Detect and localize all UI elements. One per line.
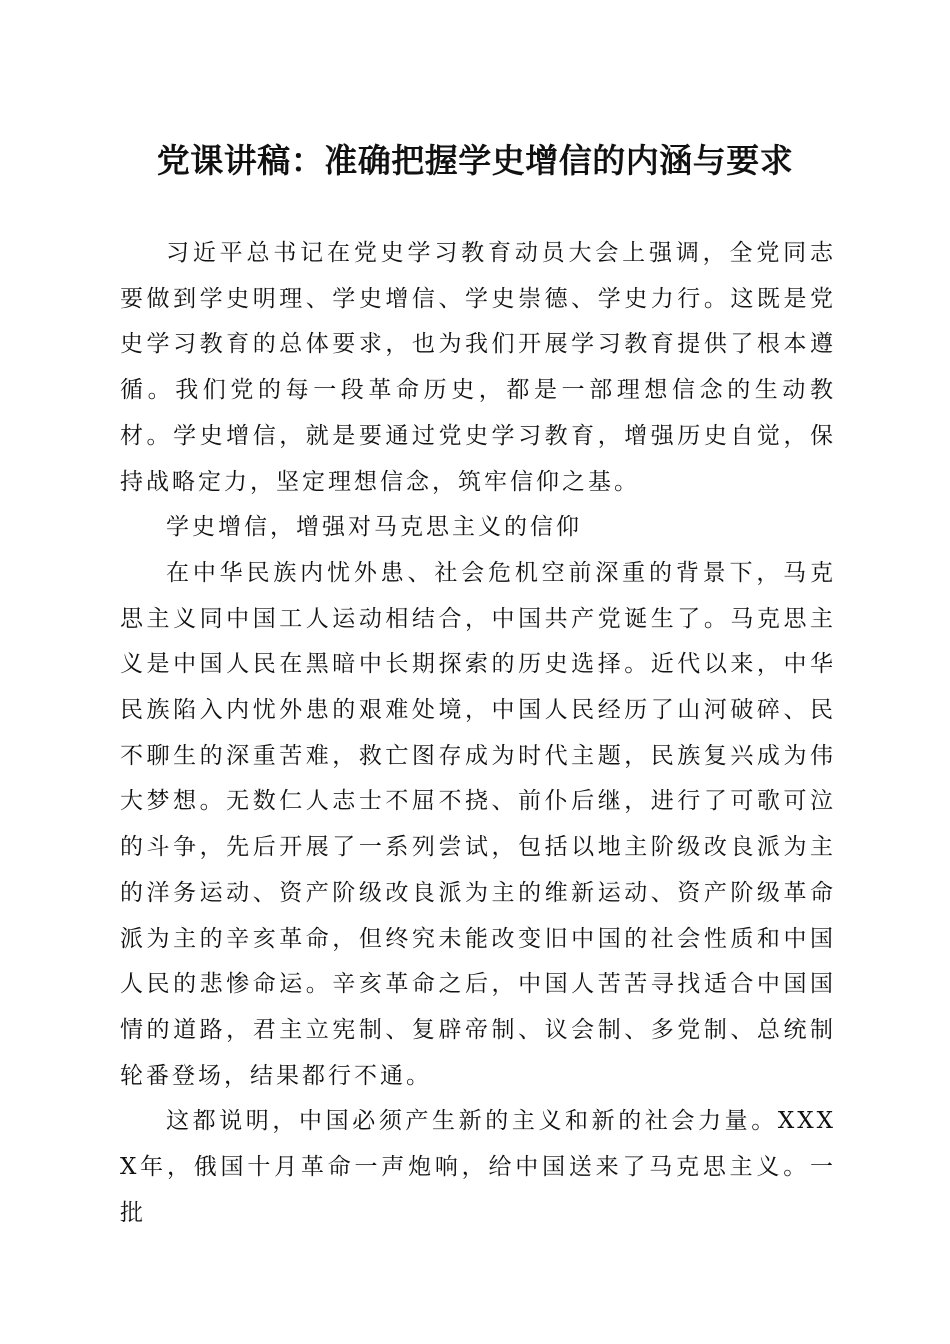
paragraph-history: 在中华民族内忧外患、社会危机空前深重的背景下，马克思主义同中国工人运动相结合，中国共产党诞生了。马克思主义是中国人民在黑暗中长期探索的历史选择。近代以来，中华民族陷入内忧外患的艰难处境，中国人民经历了山河破碎、民不聊生的深重苦难，救亡图存成为时代主题，民族复兴成为伟大梦想。无数仁人志士不屈不挠、前仆后继，进行了可歌可泣的斗争，先后开展了一系列尝试，包括以地主阶级改良派为主的洋务运动、资产阶级改良派为主的维新运动、资产阶级革命派为主的辛亥革命，但终究未能改变旧中国的社会性质和中国人民的悲惨命运。辛亥革命之后，中国人苦苦寻找适合中国国情的道路，君主立宪制、复辟帝制、议会制、多党制、总统制轮番登场，结果都行不通。 <box>120 559 836 1089</box>
section-heading: 学史增信，增强对马克思主义的信仰 <box>166 514 582 541</box>
paragraph-intro: 习近平总书记在党史学习教育动员大会上强调，全党同志要做到学史明理、学史增信、学史崇德、学史力行。这既是党史学习教育的总体要求，也为我们开展学习教育提供了根本遵循。我们党的每一段革命历史，都是一部理想信念的生动教材。学史增信，就是要通过党史学习教育，增强历史自觉，保持战略定力，坚定理想信念，筑牢信仰之基。 <box>120 240 836 495</box>
document-title: 党课讲稿：准确把握学史增信的内涵与要求 <box>156 141 794 180</box>
paragraph-conclusion: 这都说明，中国必须产生新的主义和新的社会力量。XXXX年，俄国十月革命一声炮响，给中国送来了马克思主义。一批 <box>120 1108 836 1226</box>
document-body <box>120 231 836 1236</box>
